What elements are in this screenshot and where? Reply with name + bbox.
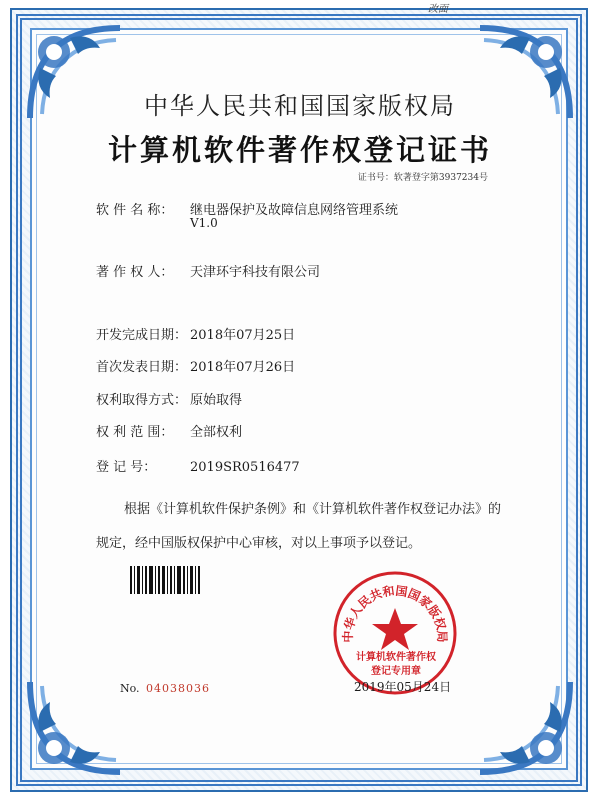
handwritten-note: 改面 — [428, 4, 448, 15]
software-version: V1.0 — [190, 216, 218, 230]
field-label: 软 件 名 称： — [96, 203, 174, 218]
field-value: 继电器保护及故障信息网络管理系统 — [190, 203, 399, 218]
field-value: 全部权利 — [190, 425, 243, 440]
corner-ornament-bottom-right — [470, 672, 580, 782]
field-label: 首次发表日期： — [96, 360, 188, 375]
field-value: 天津环宇科技有限公司 — [190, 265, 321, 280]
issuer-title: 中华人民共和国国家版权局 — [144, 92, 456, 120]
field-rights-scope — [96, 421, 242, 440]
seal-text-line-1: 计算机软件著作权 — [356, 652, 436, 663]
statement-line-1: 根据《计算机软件保护条例》和《计算机软件著作权登记办法》的 — [124, 502, 502, 517]
field-value: 原始取得 — [190, 393, 243, 408]
seal-text-line-2: 登记专用章 — [371, 666, 421, 677]
field-value: 2019SR0516477 — [190, 460, 300, 475]
field-label: 登 记 号： — [96, 460, 157, 475]
field-acquisition-method — [96, 389, 242, 408]
barcode-image — [130, 566, 200, 594]
field-value: 2018年07月25日 — [190, 328, 296, 343]
field-label: 开发完成日期： — [96, 328, 188, 343]
statement-line-2: 规定，经中国版权保护中心审核，对以上事项予以登记。 — [96, 536, 422, 551]
field-label: 著 作 权 人： — [96, 265, 174, 280]
serial-number-value: 04038036 — [146, 682, 210, 695]
field-value: 2018年07月26日 — [190, 360, 296, 375]
field-software-name — [96, 199, 398, 218]
field-label: 权 利 范 围： — [96, 425, 174, 440]
certificate-number: 证书号：软著登字第3937234号 — [357, 173, 488, 183]
field-registration-number — [96, 456, 300, 475]
issue-date: 2019年05月24日 — [354, 680, 452, 694]
seal-ring-text: 中华人民共和国国家版权局 — [340, 583, 450, 643]
certificate-title: 计算机软件著作权登记证书 — [107, 133, 492, 167]
field-development-date — [96, 324, 295, 343]
field-first-publication-date — [96, 356, 295, 375]
serial-number-label: No. — [120, 682, 140, 695]
field-label: 权利取得方式： — [96, 393, 188, 408]
corner-ornament-bottom-left — [20, 672, 130, 782]
field-copyright-owner — [96, 261, 320, 280]
